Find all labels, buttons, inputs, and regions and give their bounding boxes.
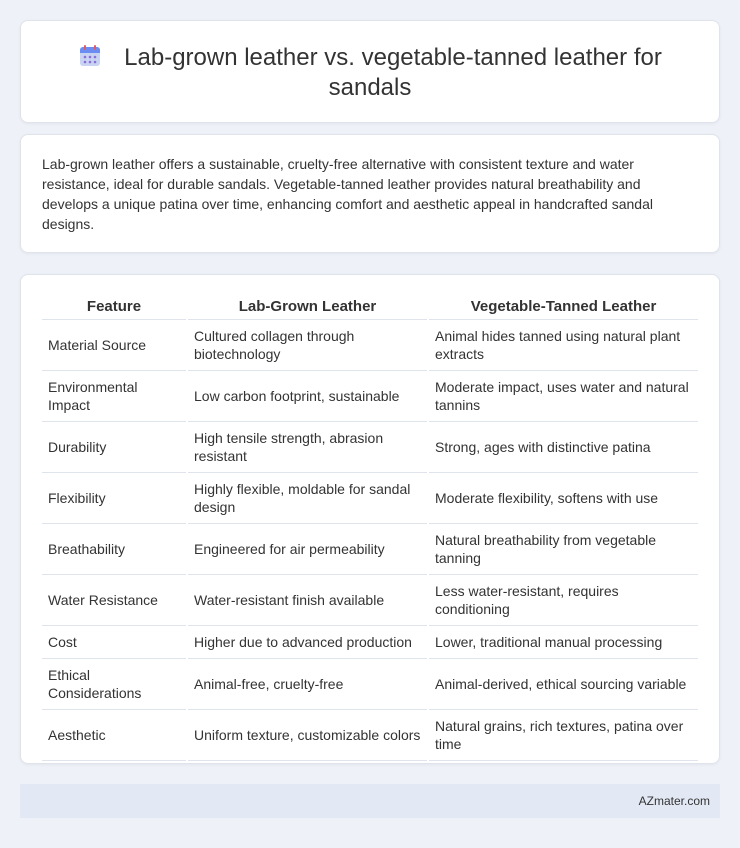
feature-cell: Cost	[42, 625, 187, 658]
feature-cell: Durability	[42, 421, 187, 472]
lab-grown-cell: Low carbon footprint, sustainable	[187, 370, 428, 421]
comparison-card	[20, 274, 720, 764]
vegetable-tanned-cell: Animal hides tanned using natural plant extracts	[428, 319, 698, 370]
feature-cell: Ethical Considerations	[42, 658, 187, 709]
feature-cell: Material Source	[42, 319, 187, 370]
page-title: Lab-grown leather vs. vegetable-tanned leather for sandals	[124, 44, 662, 101]
column-header: Vegetable-Tanned Leather	[428, 296, 698, 319]
table-row	[42, 709, 698, 760]
lab-grown-cell: Higher due to advanced production	[187, 625, 428, 658]
column-header: Feature	[42, 296, 187, 319]
lab-grown-cell: Uniform texture, customizable colors	[187, 709, 428, 760]
lab-grown-cell: Cultured collagen through biotechnology	[187, 319, 428, 370]
vegetable-tanned-cell: Moderate impact, uses water and natural tannins	[428, 370, 698, 421]
intro-card	[20, 134, 720, 253]
lab-grown-cell: Engineered for air permeability	[187, 523, 428, 574]
table-row	[42, 625, 698, 658]
column-header: Lab-Grown Leather	[187, 296, 428, 319]
footer-bar	[20, 784, 720, 818]
lab-grown-cell: Highly flexible, moldable for sandal design	[187, 472, 428, 523]
table-row	[42, 658, 698, 709]
footer-brand: AZmater.com	[638, 794, 710, 808]
intro-paragraph: Lab-grown leather offers a sustainable, cruelty-free alternative with consistent texture and water resistance, ideal for durable sandals. Vegetable-tanned leather provides natural breathability and develops a unique patina over time, enhancing comfort and aesthetic appeal in handcrafted sandal designs.	[42, 156, 653, 232]
title-card	[20, 20, 720, 123]
vegetable-tanned-cell: Natural grains, rich textures, patina over time	[428, 709, 698, 760]
table-row	[42, 421, 698, 472]
table-header-row	[42, 296, 698, 319]
feature-cell: Water Resistance	[42, 574, 187, 625]
vegetable-tanned-cell: Less water-resistant, requires conditioning	[428, 574, 698, 625]
comparison-table	[42, 296, 698, 761]
table-row	[42, 370, 698, 421]
feature-cell: Flexibility	[42, 472, 187, 523]
table-row	[42, 523, 698, 574]
feature-cell: Aesthetic	[42, 709, 187, 760]
lab-grown-cell: High tensile strength, abrasion resistant	[187, 421, 428, 472]
table-row	[42, 472, 698, 523]
table-row	[42, 319, 698, 370]
vegetable-tanned-cell: Lower, traditional manual processing	[428, 625, 698, 658]
page-title-container	[21, 43, 719, 103]
vegetable-tanned-cell: Animal-derived, ethical sourcing variable	[428, 658, 698, 709]
vegetable-tanned-cell: Natural breathability from vegetable tanning	[428, 523, 698, 574]
lab-grown-cell: Water-resistant finish available	[187, 574, 428, 625]
table-row	[42, 574, 698, 625]
vegetable-tanned-cell: Strong, ages with distinctive patina	[428, 421, 698, 472]
calendar-icon	[78, 44, 102, 68]
feature-cell: Breathability	[42, 523, 187, 574]
feature-cell: Environmental Impact	[42, 370, 187, 421]
vegetable-tanned-cell: Moderate flexibility, softens with use	[428, 472, 698, 523]
lab-grown-cell: Animal-free, cruelty-free	[187, 658, 428, 709]
